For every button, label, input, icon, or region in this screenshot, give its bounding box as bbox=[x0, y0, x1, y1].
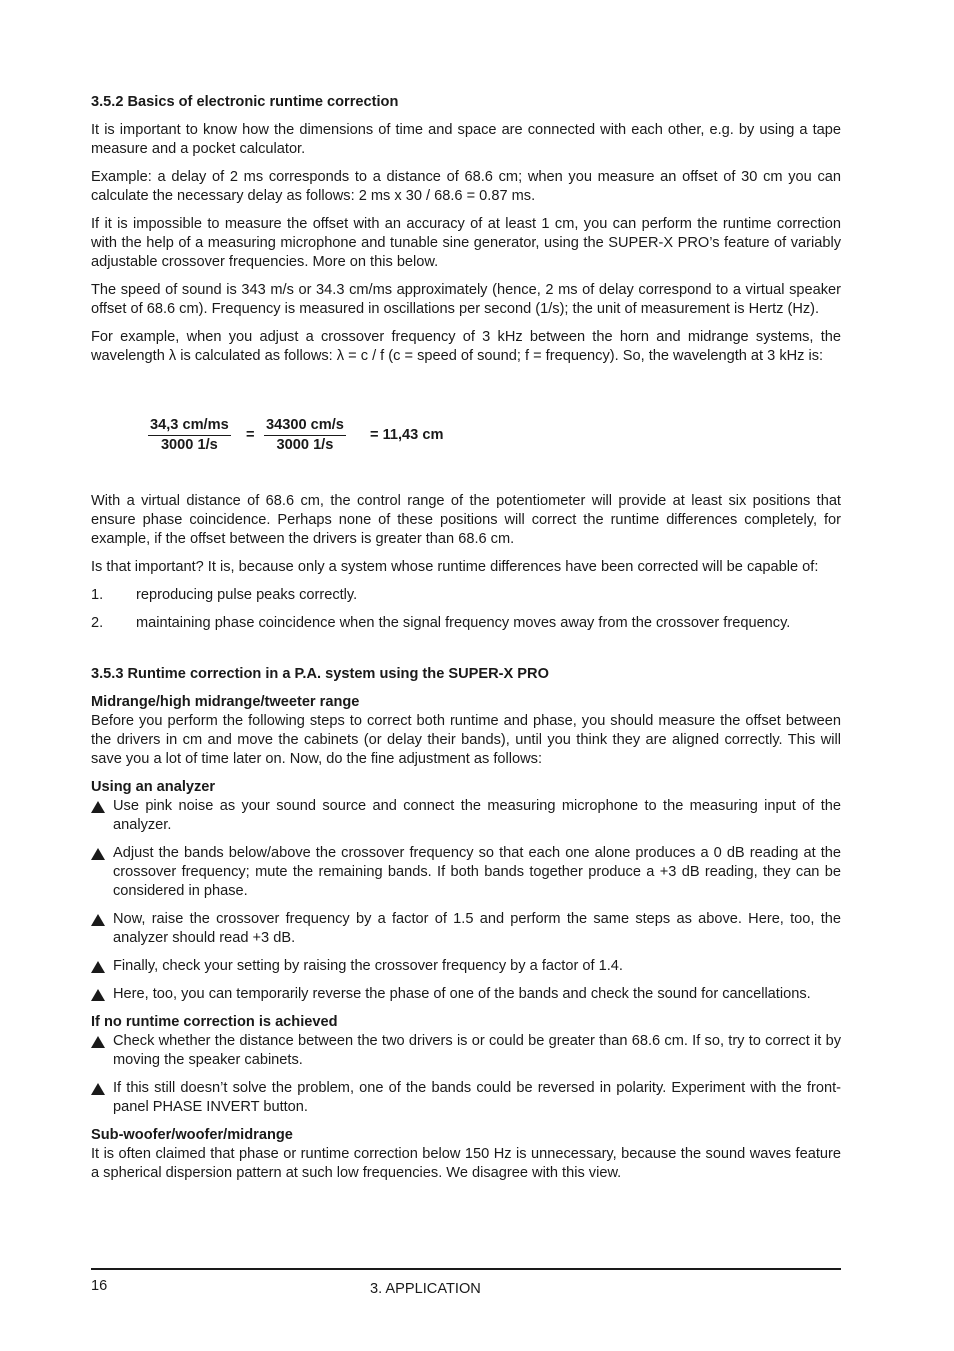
footer-divider bbox=[91, 1268, 841, 1270]
paragraph-wavelength: For example, when you adjust a crossover frequency of 3 kHz between the horn and midrange systems, the wavelength λ is calculated as follows: λ = c / f (c = speed of sound; f = frequency). So, the wavelength at 3 kHz is: bbox=[91, 329, 841, 364]
list-item bbox=[91, 910, 841, 948]
subwoofer-heading: Sub-woofer/woofer/midrange bbox=[91, 1127, 293, 1143]
list-item bbox=[91, 586, 841, 605]
triangle-bullet-icon bbox=[91, 1036, 105, 1048]
list-item bbox=[91, 985, 841, 1004]
section-353 bbox=[91, 665, 841, 1183]
list-item-number: 2. bbox=[91, 615, 104, 631]
no-correction-heading: If no runtime correction is achieved bbox=[91, 1014, 338, 1030]
list-item bbox=[91, 1032, 841, 1070]
list-item bbox=[91, 614, 841, 633]
formula-result: = 11,43 cm bbox=[370, 427, 444, 443]
list-item bbox=[91, 957, 841, 976]
paragraph-time-space: It is important to know how the dimensions of time and space are connected with each other, e.g. by using a tape measure and a pocket calculator. bbox=[91, 122, 841, 157]
paragraph-speed-of-sound: The speed of sound is 343 m/s or 34.3 cm/ms approximately (hence, 2 ms of delay correspond to a virtual speaker offset of 68.6 cm). Frequency is measured in oscillations per second (1/s); the unit of measurement is Hertz (Hz). bbox=[91, 282, 841, 317]
capabilities-list bbox=[91, 586, 841, 633]
paragraph-is-that-important: Is that important? It is, because only a system whose runtime differences have been corrected will be capable of: bbox=[91, 559, 819, 575]
list-item-text: reproducing pulse peaks correctly. bbox=[136, 587, 358, 603]
formula-fraction-1 bbox=[148, 416, 231, 455]
paragraph-delay-example: Example: a delay of 2 ms corresponds to a distance of 68.6 cm; when you measure an offset of 30 cm you can calculate the necessary delay as follows: 2 ms x 30 / 68.6 = 0.87 ms. bbox=[91, 169, 841, 204]
triangle-bullet-icon bbox=[91, 801, 105, 813]
analyzer-steps-list bbox=[91, 797, 841, 1004]
wavelength-formula bbox=[91, 416, 841, 456]
analyzer-heading: Using an analyzer bbox=[91, 779, 216, 795]
paragraph-measuring-microphone: If it is impossible to measure the offset with an accuracy of at least 1 cm, you can perform the runtime correction with the help of a measuring microphone and tunable sine generator, using the SUPER-X PRO’s feature of variably adjustable crossover frequencies. More on this below. bbox=[91, 216, 841, 270]
triangle-bullet-icon bbox=[91, 989, 105, 1001]
formula-fraction-2 bbox=[264, 416, 346, 455]
formula-fraction-2-denominator: 3000 1/s bbox=[276, 437, 334, 453]
subwoofer-paragraph: It is often claimed that phase or runtime correction below 150 Hz is unnecessary, because the sound waves feature a spherical dispersion pattern at such low frequencies. We disagree with this view. bbox=[91, 1146, 841, 1181]
list-item bbox=[91, 844, 841, 901]
triangle-bullet-icon bbox=[91, 848, 105, 860]
no-correction-list bbox=[91, 1032, 841, 1117]
list-item bbox=[91, 797, 841, 835]
list-item-text: Adjust the bands below/above the crossover frequency so that each one alone produces a 0 dB reading at the crossover frequency; mute the remaining bands. If both bands together produce a +3 dB reading, they can be considered in phase. bbox=[113, 845, 841, 899]
list-item bbox=[91, 1079, 841, 1117]
paragraph-virtual-distance: With a virtual distance of 68.6 cm, the control range of the potentiometer will provide at least six positions that ensure phase coincidence. Perhaps none of these positions will correct the runtime differences completely, for example, if the offset between the drivers is greater than 68.6 cm. bbox=[91, 493, 841, 547]
formula-equals-sign: = bbox=[246, 427, 255, 443]
page-content bbox=[91, 93, 841, 1183]
section-352-title: 3.5.2 Basics of electronic runtime correction bbox=[91, 94, 399, 110]
triangle-bullet-icon bbox=[91, 961, 105, 973]
list-item-text: Use pink noise as your sound source and connect the measuring microphone to the measuring input of the analyzer. bbox=[113, 798, 841, 833]
triangle-bullet-icon bbox=[91, 914, 105, 926]
list-item-number: 1. bbox=[91, 587, 104, 603]
list-item-text: Here, too, you can temporarily reverse the phase of one of the bands and check the sound for cancellations. bbox=[113, 986, 811, 1002]
midrange-heading: Midrange/high midrange/tweeter range bbox=[91, 694, 360, 710]
list-item-text: If this still doesn’t solve the problem, one of the bands could be reversed in polarity. Experiment with the front-panel PHASE INVERT button. bbox=[113, 1080, 841, 1115]
midrange-paragraph: Before you perform the following steps to correct both runtime and phase, you should measure the offset between the drivers in cm and move the cabinets (or delay their bands), until you think they are aligned correctly. This will save you a lot of time later on. Now, do the fine adjustment as follows: bbox=[91, 713, 841, 767]
section-353-title: 3.5.3 Runtime correction in a P.A. system using the SUPER-X PRO bbox=[91, 666, 549, 682]
list-item-text: maintaining phase coincidence when the signal frequency moves away from the crossover frequency. bbox=[136, 615, 791, 631]
formula-fraction-1-numerator: 34,3 cm/ms bbox=[148, 416, 231, 436]
formula-fraction-1-denominator: 3000 1/s bbox=[160, 437, 218, 453]
triangle-bullet-icon bbox=[91, 1083, 105, 1095]
formula-fraction-2-numerator: 34300 cm/s bbox=[264, 416, 346, 436]
list-item-text: Check whether the distance between the two drivers is or could be greater than 68.6 cm. If so, try to correct it by moving the speaker cabinets. bbox=[113, 1033, 841, 1068]
list-item-text: Finally, check your setting by raising the crossover frequency by a factor of 1.4. bbox=[113, 958, 623, 974]
footer-chapter-title: 3. APPLICATION bbox=[370, 1281, 481, 1297]
list-item-text: Now, raise the crossover frequency by a factor of 1.5 and perform the same steps as above. Here, too, the analyzer should read +3 dB. bbox=[113, 911, 841, 946]
page-number: 16 bbox=[91, 1278, 108, 1294]
